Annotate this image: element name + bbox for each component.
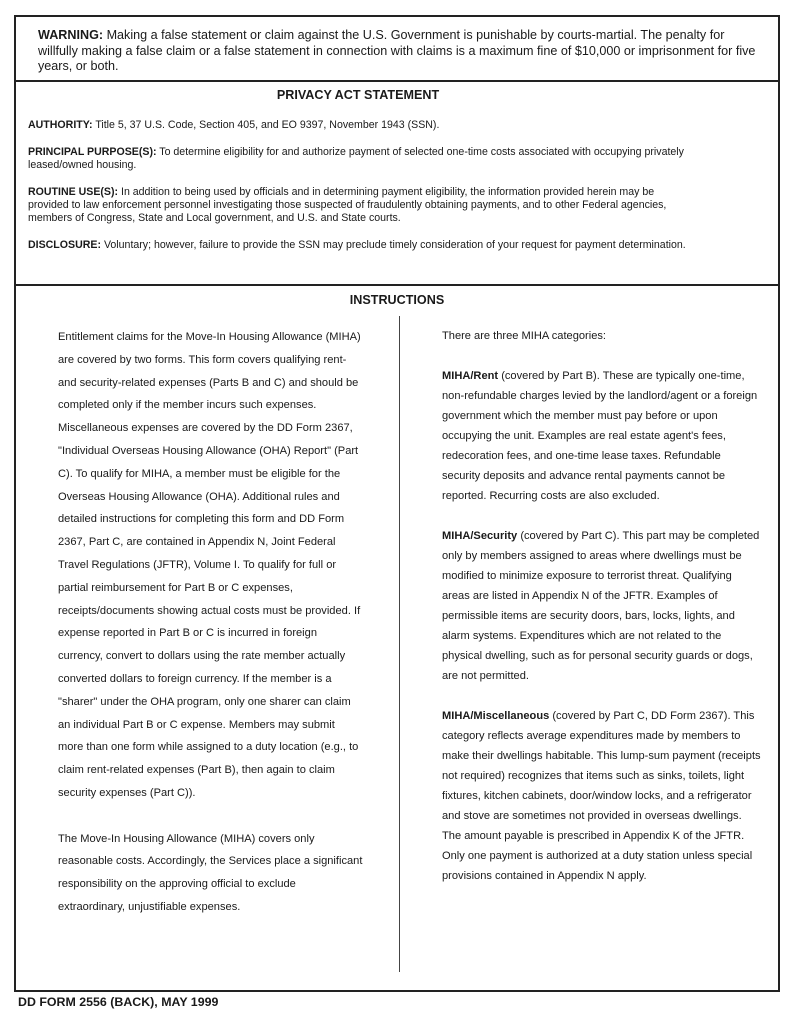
instructions-title: INSTRUCTIONS bbox=[349, 293, 445, 307]
principal-purpose-paragraph bbox=[28, 146, 688, 173]
warning-paragraph bbox=[38, 28, 758, 75]
column-divider bbox=[399, 316, 400, 972]
privacy-act-section bbox=[16, 82, 778, 286]
disclosure-paragraph bbox=[28, 239, 688, 252]
miha-security-label: MIHA/Security bbox=[442, 530, 518, 542]
miha-misc-label: MIHA/Miscellaneous bbox=[442, 710, 550, 722]
authority-label: AUTHORITY: bbox=[28, 119, 93, 132]
routine-use-label: ROUTINE USE(S): bbox=[28, 185, 119, 198]
miha-misc-paragraph bbox=[442, 706, 762, 886]
miha-security-paragraph bbox=[442, 526, 762, 686]
principal-purpose-label: PRINCIPAL PURPOSE(S): bbox=[28, 145, 157, 158]
routine-use-text: In addition to being used by officials and in determining payment eligibility, the information provided herein may be provided to law enforcement personnel investigating those suspected of fraudulently obtaining payments, and to other Federal agencies, members of Congress, State and Local government, and U.S. and State courts. bbox=[28, 185, 667, 225]
warning-label: WARNING: bbox=[38, 28, 104, 42]
entitlement-paragraph: Entitlement claims for the Move-In Housing Allowance (MIHA) are covered by two forms. This form covers qualifying rent- and security-related expenses (Parts B and C) and should be completed only if the member incurs such expenses. Miscellaneous expenses are covered by the DD Form 2367, "Individual Overseas Housing Allowance (OHA) Report" (Part C). To qualify for MIHA, a member must be eligible for the Overseas Housing Allowance (OHA). Additional rules and detailed instructions for completing this form and DD Form 2367, Part C, are contained in Appendix N, Joint Federal Travel Regulations (JFTR), Volume I. To qualify for full or partial reimbursement for Part B or C expenses, receipts/documents showing actual costs must be provided. If expense reported in Part B or C is incurred in foreign currency, convert to dollars using the rate member actually converted dollars to foreign currency. If the member is a "sharer" under the OHA program, only one sharer can claim an individual Part B or C expense. Members may submit more than one form while assigned to a duty location (e.g., to claim rent-related expenses (Part B), then again to claim security expenses (Part C)). bbox=[58, 331, 361, 799]
miha-categories-intro: There are three MIHA categories: bbox=[442, 330, 607, 342]
warning-section bbox=[16, 17, 778, 82]
form-identifier: DD FORM 2556 (BACK), MAY 1999 bbox=[18, 995, 219, 1009]
disclosure-label: DISCLOSURE: bbox=[28, 238, 101, 251]
routine-use-paragraph bbox=[28, 186, 688, 226]
warning-text: Making a false statement or claim against the U.S. Government is punishable by courts-martial. The penalty for willfully making a false claim or a false statement in connection with claims is a maximum fine of $10,000 or imprisonment for five years, or both. bbox=[38, 28, 756, 73]
miha-rent-paragraph bbox=[442, 366, 762, 506]
authority-paragraph bbox=[28, 119, 688, 132]
reasonable-costs-paragraph: The Move-In Housing Allowance (MIHA) covers only reasonable costs. Accordingly, the Services place a significant responsibility on the approving official to exclude extraordinary, unjustifiable expenses. bbox=[58, 832, 363, 913]
miha-security-text: (covered by Part C). This part may be completed only by members assigned to areas where dwellings must be modified to minimize exposure to terrorist threat. Qualifying areas are listed in Appendix N of the JFTR. Examples of permissible items are security doors, bars, locks, lights, and alarm systems. Expenditures which are not related to the physical dwelling, such as for personal security guards or dogs, are not permitted. bbox=[442, 530, 760, 682]
instructions-right-column bbox=[442, 326, 762, 886]
instructions-section bbox=[16, 286, 778, 990]
form-frame bbox=[14, 15, 780, 992]
disclosure-text: Voluntary; however, failure to provide the SSN may preclude timely consideration of your request for payment determination. bbox=[103, 238, 686, 251]
miha-rent-text: (covered by Part B). These are typically one-time, non-refundable charges levied by the landlord/agent or a foreign government which the member must pay before or upon occupying the unit. Examples are real estate agent's fees, redecoration fees, and one-time lease taxes. Refundable security deposits and advance rental payments cannot be reported. Recurring costs are also excluded. bbox=[442, 370, 758, 502]
privacy-act-title: PRIVACY ACT STATEMENT bbox=[276, 88, 440, 102]
miha-rent-label: MIHA/Rent bbox=[442, 370, 499, 382]
instructions-left-column bbox=[58, 326, 363, 919]
miha-misc-text: (covered by Part C, DD Form 2367). This category reflects average expenditures made by members to make their dwellings habitable. This lump-sum payment (receipts not required) recognizes that items such as sinks, toilets, light fixtures, kitchen cabinets, door/window locks, and a refrigerator and stove are sometimes not provided in overseas dwellings. The amount payable is prescribed in Appendix K of the JFTR. Only one payment is authorized at a duty station unless special provisions contained in Appendix N apply. bbox=[442, 710, 761, 882]
principal-purpose-text: To determine eligibility for and authorize payment of selected one-time costs associated with occupying privately leased/owned housing. bbox=[28, 145, 684, 172]
authority-text: Title 5, 37 U.S. Code, Section 405, and EO 9397, November 1943 (SSN). bbox=[95, 119, 440, 132]
